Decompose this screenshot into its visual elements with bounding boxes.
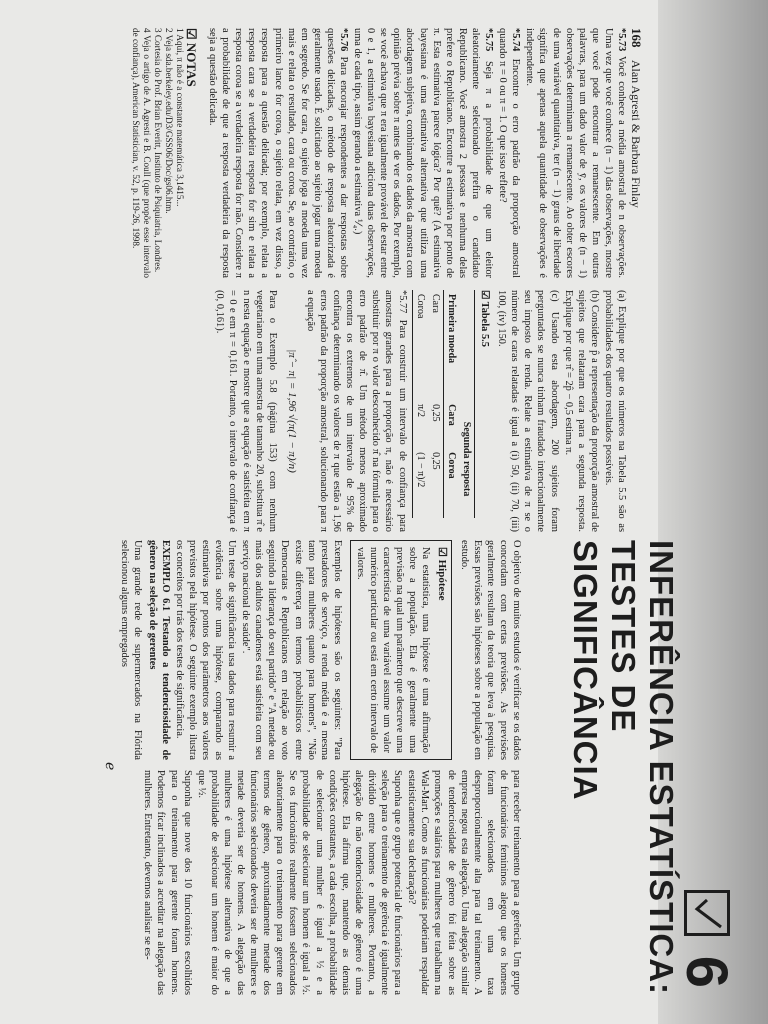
example-text: Uma grande rede de supermercados na Flórida selecionou alguns empregados bbox=[119, 540, 144, 760]
exercise-5-77: *5.77 Para construir um intervalo de confiança para amostras grandes para a proporção π, não é necessário substituir por π o valor desconhecido π̂ na fórmula para o erro padrão de π̂. Um método menos aproximado encontra os extremos de um intervalo de 95% de confiança determinando os valores de π que estão a 1,96 erros padrão da proporção amostral, solucionando para π a equação bbox=[304, 290, 408, 532]
hypothesis-title: ☑ Hipótese bbox=[435, 547, 448, 601]
chapter-heading bbox=[540, 540, 740, 1000]
hypothesis-text: Na estatística, uma hipótese é uma afirmação sobre a população. Ela é geralmente uma previsão na qual um parâmetro que descreve uma característica de uma variável assume um valor numérico particular ou está em certo intervalo de valores. bbox=[354, 547, 432, 753]
table-5-5 bbox=[412, 290, 475, 518]
examples-paragraph: Exemplos de hipóteses são os seguintes: "Para prestadores de serviço, a renda média é a mesma tanto para mulheres quanto para homens", "Não existe diferença em termos probabilísticos entre Democratas e Republicanos em relação ao voto seguindo a liderança do seu partido" e "A metade ou mais dos adultos canadenses está satisfeita com seu serviço nacional de saúde". bbox=[240, 540, 343, 760]
table-cell: Cara bbox=[429, 294, 441, 313]
table-cell: (1 − π)/2 bbox=[412, 448, 428, 518]
table-head-col1: Cara bbox=[443, 400, 459, 448]
table-cell: 0,25 bbox=[429, 404, 441, 422]
chapter-title: INFERÊNCIA ESTATÍSTICA: TESTES DE SIGNIFICÂNCIA bbox=[567, 540, 680, 996]
example-p1: para receber treinamento para a gerência. Um grupo de funcionários femininos alegou que os homens foram selecionados em uma taxa desproporcionalmente alta para tal treinamento. A empresa negou esta alegação. Uma alegação similar de tendenciosidade de gênero foi feita sobre as promoções e salários para mulheres que trabalham na Wal-Mart. Como as funcionárias poderiam respaldar estatisticamente sua declaração? bbox=[406, 770, 522, 995]
page-number: 168 bbox=[629, 28, 644, 48]
exercise-5-73: *5.73 Você conhece a média amostral de n observações. Uma vez que você conhece (n − 1) das observações, mostre que você pode encontrar a remanescente. Em outras palavras, para um dado valor de ȳ, os valores de (n − 1) observações determinam a remanescente. Ao obter escores de uma variável quantitativa, ter (n − 1) graus de liberdade significa que apenas aquela quantidade de observações é independente. bbox=[524, 28, 627, 278]
significance-test-paragraph: Um teste de significância usa dados para resumir a evidência sobre uma hipótese, comparando as estimativas por pontos dos parâmetros aos valores previstos pela hipótese. O seguinte exemplo ilustra os conceitos por trás dos testes de significância. bbox=[173, 540, 238, 760]
part-b: (b) Considere p̂ a representação da proporção amostral de sujeitos que relataram cara para a segunda resposta. Explique por que π̂ = 2p̂ − 0,5 estima π. bbox=[562, 290, 600, 532]
table-title: ☑ Tabela 5.5 bbox=[479, 290, 491, 347]
exercise-5-75: *5.75 Seja π a probabilidade de que um eleitor aleatoriamente selecionado prefira o candidato Republicano. Você amostra 2 pessoas e nenhuma delas prefere o Republicano. Encontre a estimativa por ponto de π. Esta estimativa parece lógica? Por quê? (A estimativa bayesiana é uma estimativa alternativa que utiliza uma abordagem subjetiva, combinando os dados da amostra com opinião prévia sobre π antes de ver os dados. Por exemplo, se você achava que π era igualmente provável de estar entre 0 e 1, a estimativa bayesiana adiciona duas observações, uma de cada tipo, assim gerando a estimativa ⅟₄.) bbox=[352, 28, 495, 278]
note-3: 3 Cortesia do Prof. Brian Everitt, Instituto de Psiquiatria, Londres. bbox=[152, 28, 163, 273]
table-cell: Coroa bbox=[412, 290, 428, 400]
running-header bbox=[628, 28, 644, 208]
notes-heading: ☑ NOTAS bbox=[184, 28, 199, 87]
hypothesis-box bbox=[350, 540, 452, 760]
chapter-number: 6 bbox=[674, 955, 739, 988]
example-p2: Suponha que o grupo potencial de funcionários para a seleção para o treinamento de gerência é igualmente dividido entre homens e mulheres. Portanto, a alegação de não tendenciosidade de gênero é uma hipótese. Ela afirma que, mantendo as demais condições constantes, a cada escolha, a probabilidade de selecionar uma mulher é igual a ½ e a probabilidade de selecionar um homem é igual a ½. Se os funcionários realmente fossem selecionados aleatoriamente para o treinamento para gerente em termos de gênero, aproximadamente metade dos funcionários selecionados deveria ser de mulheres e metade deveria ser de homens. A alegação das mulheres é uma hipótese alternativa de que a probabilidade de selecionar um homem é maior do que ½. bbox=[195, 770, 404, 995]
table-head-col0: Primeira moeda bbox=[443, 290, 459, 400]
checkmark-box-icon bbox=[684, 890, 730, 936]
exercise-5-76: *5.76 Para encorajar respondentes a dar respostas sobre questões delicadas, o método de resposta aleatorizada é geralmente usado. É solicitado ao sujeito jogar uma moeda em segredo. Se for cara, o sujeito joga a moeda uma vez mais e relata o resultado, cara ou coroa. Se, ao contrário, o primeiro lance for coroa, o sujeito relata, em vez disso, a resposta para a questão delicada; por exemplo, relata a resposta cara se a verdadeira resposta for sim e relata a resposta coroa se a verdadeira resposta for não. Considere π a probabilidade de que a resposta verdadeira da resposta seja a questão delicada. bbox=[207, 28, 350, 278]
table-cell: 0,25 bbox=[429, 452, 441, 470]
exercise-5-74: *5.74 Encontre o erro padrão da proporção amostral quando π = 0 ou π = 1. O que isso reflete? bbox=[497, 28, 522, 278]
column-exercises bbox=[130, 28, 628, 278]
note-2: 2 Veja sda.berkeley.edu/D3/GSS06/Doc/gs06.htm. bbox=[163, 28, 174, 214]
part-c: (c) Usando esta abordagem, 200 sujeitos foram perguntados se nunca tinham fraudado intencionalmente seu imposto de renda. Relate a estimativa de π se o número de caras relatadas é igual a (i) 50, (ii) 70, (iii) 100, (iv) 150. bbox=[496, 290, 560, 532]
part-a: (a) Explique por que os números na Tabela 5.5 são as probabilidades dos quatro resultados possíveis. bbox=[602, 290, 627, 532]
pen-mark: ℯ bbox=[102, 762, 117, 771]
note-1: 1 Aqui, π não é a constante matemática 3,1415... bbox=[174, 28, 185, 207]
example-p3: Suponha que nove dos 10 funcionários escolhidos para o treinamento para gerente foram homens. Podemos ficar inclinados a acreditar na alegação das mulheres. Entretanto, devemos analisar se es- bbox=[142, 770, 193, 995]
column-exercise-parts bbox=[212, 290, 628, 532]
table-head-col2: Coroa bbox=[443, 448, 459, 518]
notes-list bbox=[130, 28, 185, 278]
exercise-5-77-continued: Para o Exemplo 5.8 (página 153) com nenhum vegetariano em uma amostra de tamanho 20, substitua π̂ e n nesta equação e mostre que a equação é satisfeita em π = 0 e em π = 0,161. Portanto, o intervalo de confiança é (0, 0,161). bbox=[214, 290, 278, 532]
table-head-top: Segunda resposta bbox=[459, 400, 475, 518]
intro-paragraph: O objetivo de muitos estudos é verificar se os dados concordam com certas previsões. As previsões geralmente resultam da teoria que leva à pesquisa. Essas previsões são hipóteses sobre a população em estudo. bbox=[458, 540, 522, 760]
formula: |π̂ − π| = 1,96 √(π(1 − π)/n) bbox=[285, 349, 298, 473]
authors: Alan Agresti & Barbara Finlay bbox=[629, 59, 643, 208]
example-heading: EXEMPLO 6.1 Testando a tendenciosidade de gênero na seleção de gerentes bbox=[146, 540, 171, 760]
table-cell: π/2 bbox=[412, 400, 428, 448]
column-chapter-text bbox=[117, 540, 523, 760]
column-example-continued bbox=[140, 770, 523, 995]
note-4: 4 Veja o artigo de A. Agresti e B. Coull (que propõe esse intervalo de confiança), American Statistician, v. 52, p. 119-26, 1998. bbox=[130, 28, 152, 278]
